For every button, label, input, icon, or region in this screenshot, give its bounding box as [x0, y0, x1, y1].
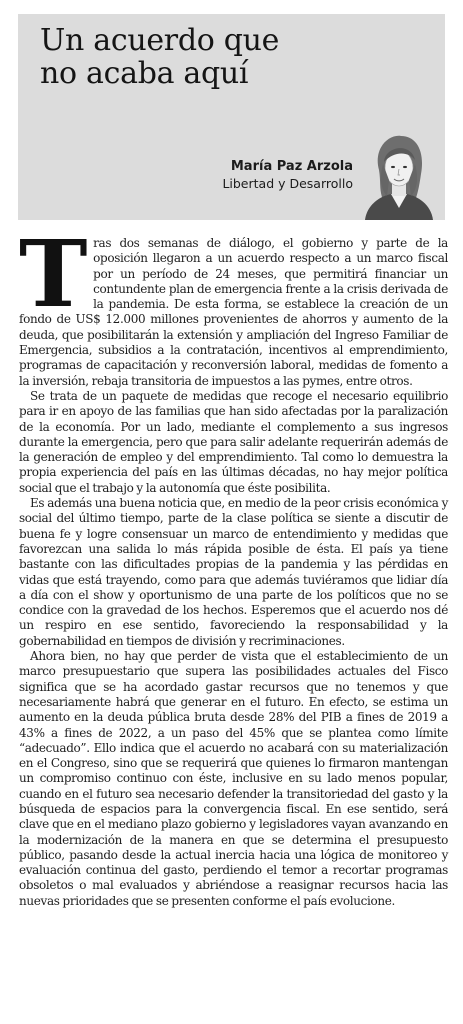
author-affiliation: Libertad y Desarrollo [222, 176, 353, 191]
paragraph-1 [19, 220, 448, 389]
headline-line-1: Un acuerdo que [40, 23, 280, 58]
article-header [18, 14, 445, 220]
author-name: María Paz Arzola [230, 159, 353, 174]
author-byline [222, 158, 353, 192]
paragraph-2: Se trata de un paquete de medidas que recoge el necesario equilibrio para ir en apoyo de las familias que han sido afectadas por la paralización de la economía. Por un lado, mediante el complemento a sus ingresos durante la emergencia, pero que para salir adelante requerirán además de la generación de empleo y del emprendimiento. Tal como lo demuestra la propia experiencia del país en las últimas décadas, no hay mejor política social que el trabajo y la autonomía que éste posibilita. [19, 388, 448, 495]
paragraph-4: Ahora bien, no hay que perder de vista que el establecimiento de un marco presupuestario que supera las posibilidades actuales del Fisco significa que se ha acordado gastar recursos que no tenemos y que necesariamente habrá que generar en el futuro. En efecto, se estima un aumento en la deuda pública bruta desde 28% del PIB a fines de 2019 a 43% a fines de 2022, a un paso del 45% que se plantea como límite “adecuado”. Ello indica que el acuerdo no acabará con su materialización en el Congreso, sino que se requerirá que quienes lo firmaron mantengan un compromiso continuo con éste, inclusive en su lado menos popular, cuando en el futuro sea necesario defender la transitoriedad del gasto y la búsqueda de espacios para la convergencia fiscal. En ese sentido, será clave que en el mediano plazo gobierno y legisladores vayan avanzando en la modernización de la manera en que se determina el presupuesto público, pasando desde la actual inercia hacia una lógica de monitoreo y evaluación continua del gasto, perdiendo el temor a recortar programas obsoletos o mal evaluados y abriéndose a reasignar recursos hacia las nuevas prioridades que se presenten conforme el país evolucione. [19, 649, 448, 908]
paragraph-1-text: ras dos semanas de diálogo, el gobierno y parte de la oposición llegaron a un acuerdo respecto a un marco fiscal por un período de 24 meses, que permitirá financiar un contundente plan de emergencia frente a la crisis derivada de la pandemia. De esta forma, se establece la creación de un fondo de US$ 12.000 millones provenientes de ahorros y aumento de la deuda, que posibilitarán la extensión y ampliación del Ingreso Familiar de Emergencia, subsidios a la contratación, incentivos al emprendimiento, programas de capacitación y reconversión laboral, medidas de fomento a la inversión, rebaja transitoria de impuestos a las pymes, entre otros. [19, 236, 448, 388]
headline [40, 24, 279, 90]
article-body [19, 220, 448, 909]
paragraph-3: Es además una buena noticia que, en medio de la peor crisis económica y social del último tiempo, parte de la clase política se siente a discutir de buena fe y logre consensuar un marco de entendimiento y medidas que favorezcan una salida lo más rápida posible de ésta. El país ya tiene bastante con las dificultades propias de la pandemia y las pérdidas en vidas que está trayendo, como para que además tuviéramos que lidiar día a día con el show y oportunismo de una parte de los políticos que no se condice con la gravedad de los hechos. Esperemos que el acuerdo nos dé un respiro en ese sentido, favoreciendo la responsabilidad y la gobernabilidad en tiempos de división y recriminaciones. [19, 496, 448, 648]
headline-line-2: no acaba aquí [40, 56, 249, 91]
drop-cap: T [19, 220, 88, 328]
author-portrait [359, 130, 437, 220]
